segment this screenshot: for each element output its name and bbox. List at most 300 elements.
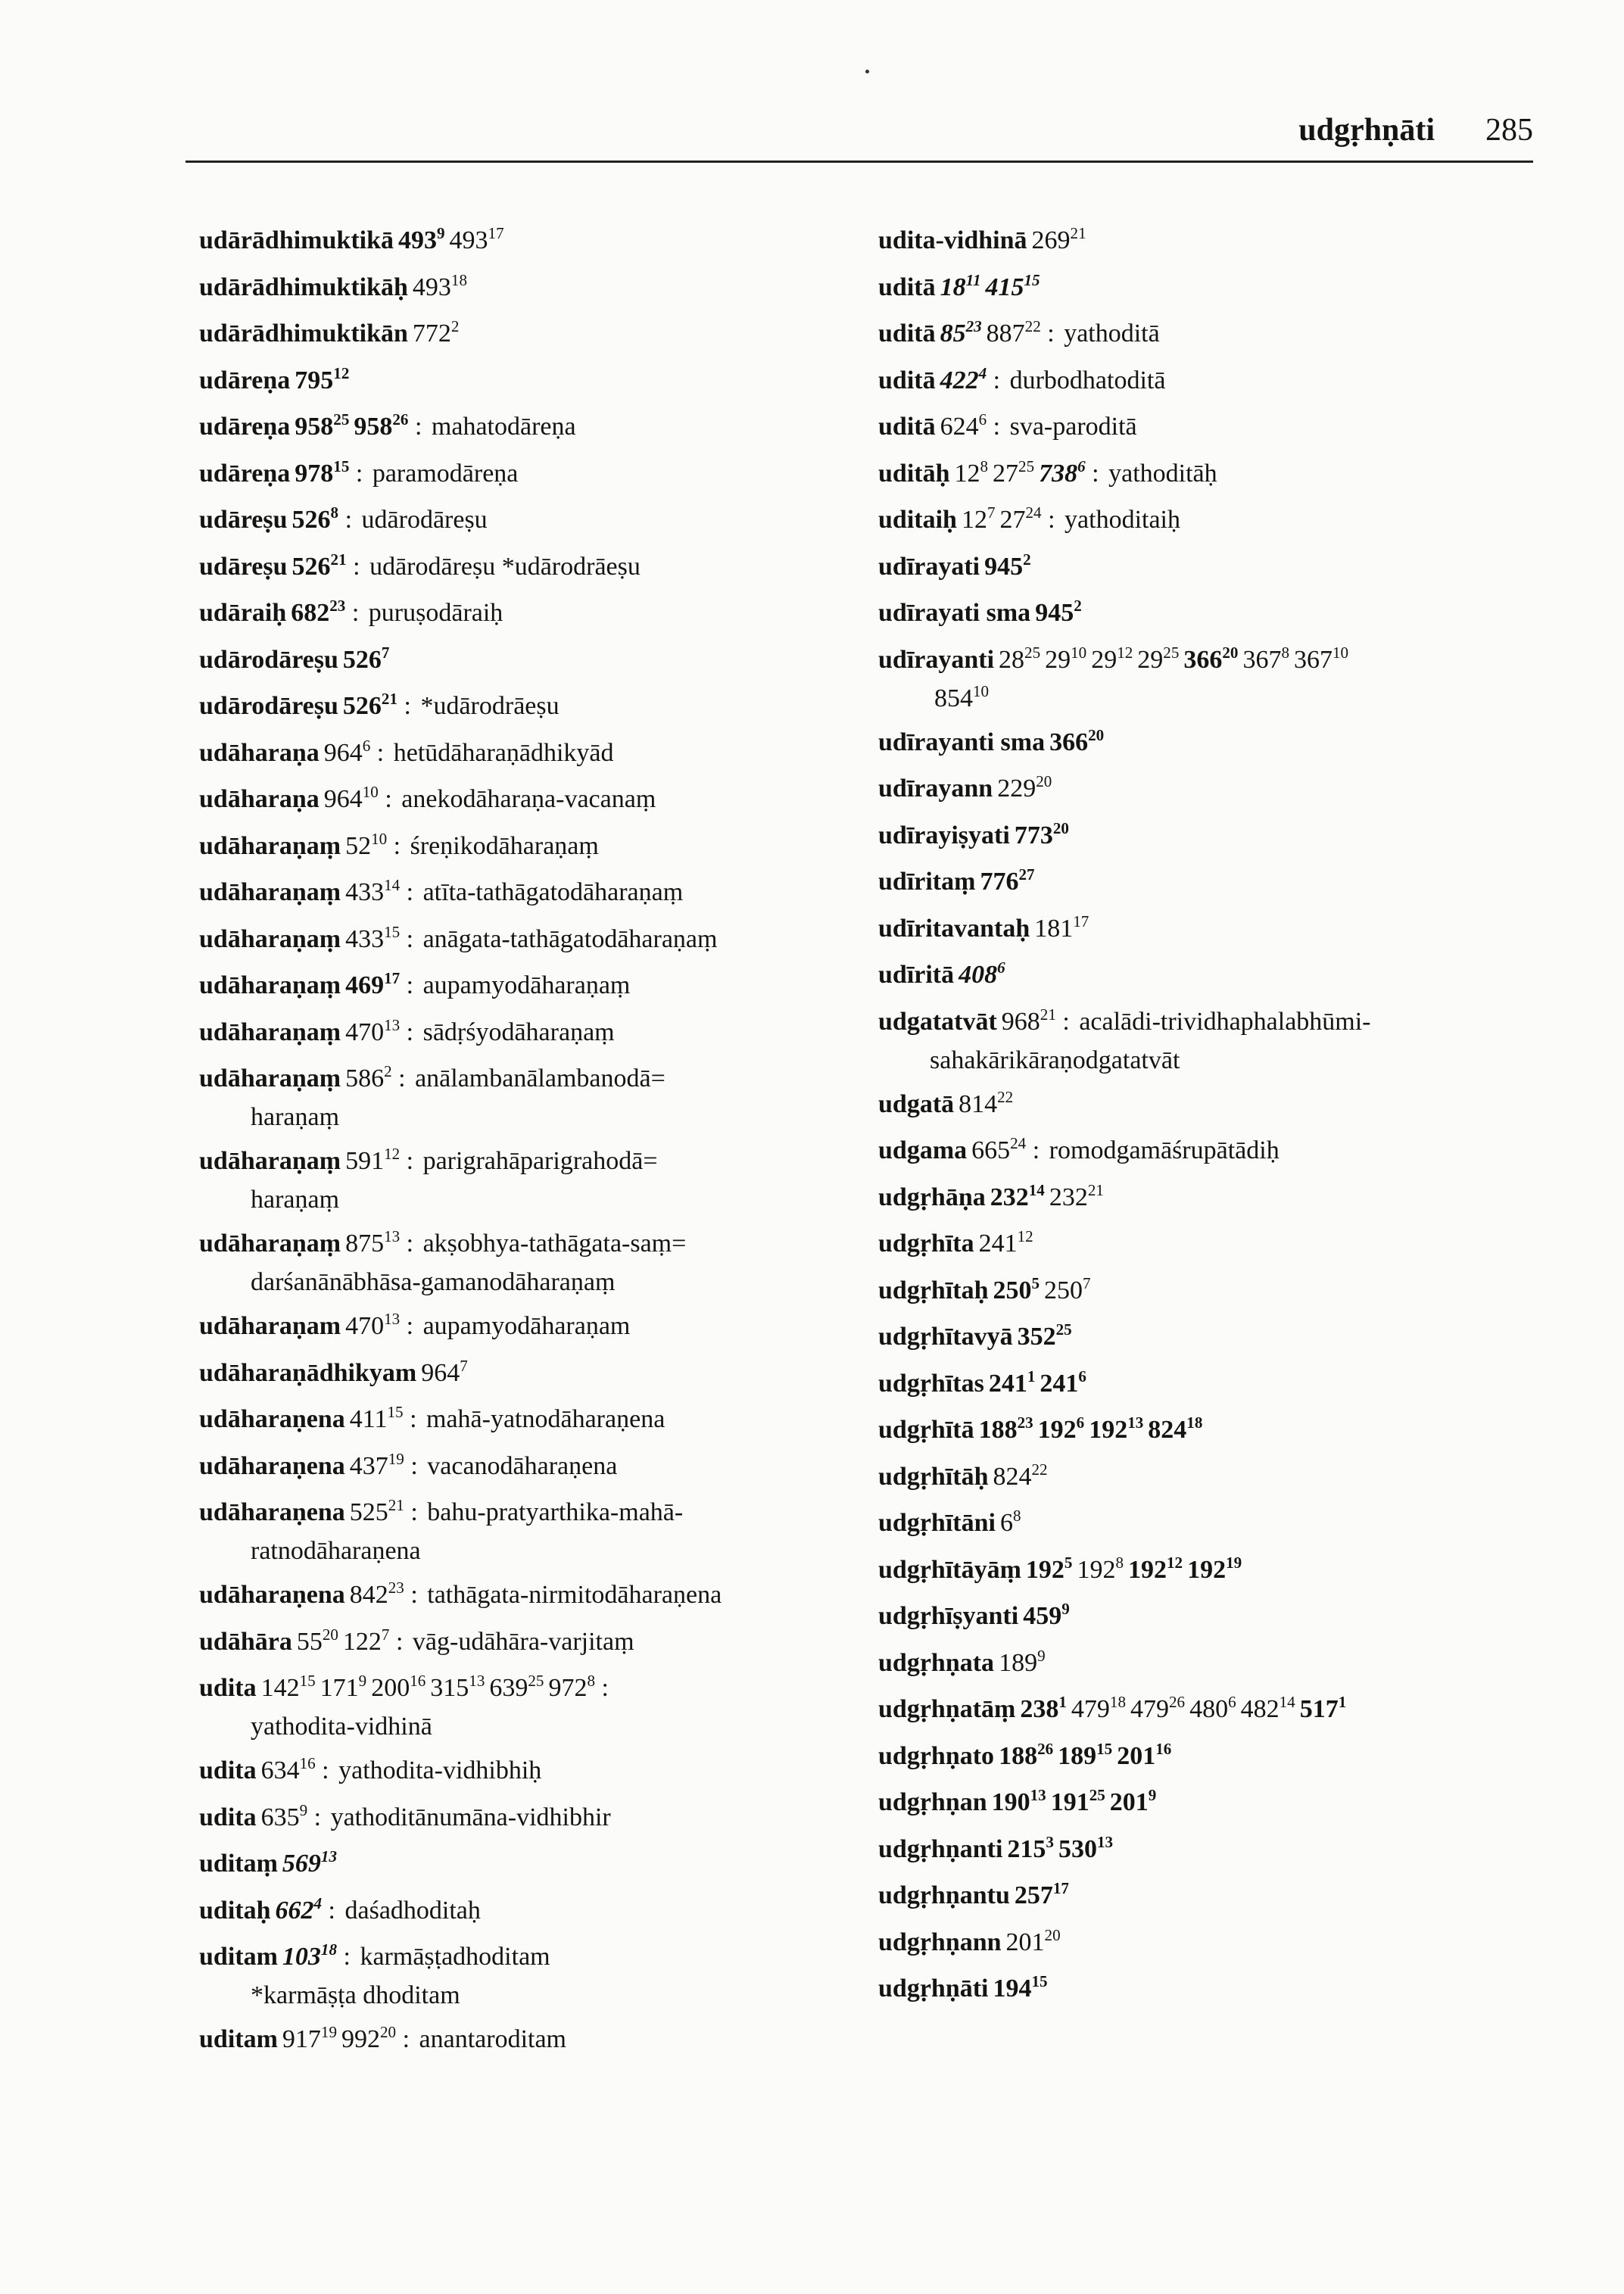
headword: udgṛhṇanti [878, 1834, 1003, 1863]
line-number-ref: 10 [1332, 643, 1349, 662]
page-reference [1040, 1367, 1086, 1398]
line-number-ref: 18 [320, 1940, 337, 1959]
line-number-ref: 20 [1044, 1925, 1061, 1944]
line-number-ref: 13 [384, 1309, 401, 1328]
entry-continuation [199, 1976, 850, 2015]
line-number-ref: 13 [384, 1015, 401, 1034]
gloss-text: vacanodāharaṇena [427, 1451, 618, 1480]
line-number-ref: 19 [388, 1449, 404, 1468]
page-reference [412, 316, 460, 348]
line-number-ref: 12 [1117, 643, 1133, 662]
page-reference [980, 865, 1035, 896]
line-number-ref: 21 [1087, 1180, 1104, 1199]
entry-line [199, 641, 850, 679]
headword: udīrayann [878, 775, 993, 803]
entry-line [878, 221, 1560, 260]
page-reference [1034, 912, 1089, 943]
headword: udgatā [878, 1089, 955, 1118]
entry-line: uditam $103^{18}$ : karmāṣṭadhoditam [199, 1940, 550, 1971]
index-entry [878, 1364, 1560, 1403]
page-reference [349, 1449, 404, 1480]
line-number-ref: 1 [1027, 1367, 1036, 1385]
entry-continuation [199, 1180, 850, 1219]
page-reference [1240, 1692, 1295, 1723]
gloss-text: anantaroditam [419, 2025, 567, 2053]
entry-line [878, 723, 1560, 762]
entry-line: udāharaṇaṃ $433^{15}$ : anāgata-tathāgatodāharaṇaṃ [199, 922, 718, 953]
page-reference [1293, 643, 1349, 674]
gloss-text: śreṇikodāharaṇaṃ [410, 831, 599, 860]
headword: udāharaṇam [199, 1312, 341, 1340]
line-number-ref: 12 [1167, 1553, 1183, 1572]
headword: udgṛhītāni [878, 1509, 996, 1537]
page-reference [971, 1133, 1027, 1164]
index-entry [878, 1783, 1560, 1822]
gloss-continuation: sahakārikāraṇodgatatvāt [930, 1046, 1180, 1074]
entry-line [199, 268, 850, 307]
page-reference [1130, 1692, 1186, 1723]
page-number-ref: 634 [260, 1756, 300, 1784]
entry-line: udāreṣu $526^{21}$ : udārodāreṣu *udārodrāeṣu [199, 550, 641, 581]
index-entry [199, 1493, 850, 1570]
page-number-ref: 188 [999, 1741, 1038, 1770]
headword: udāharaṇaṃ [199, 1230, 341, 1258]
line-number-ref: 9 [1037, 1646, 1046, 1665]
gloss-text: sva-paroditā [1009, 413, 1137, 441]
page-number-ref: 422 [940, 366, 979, 394]
line-number-ref: 6 [362, 736, 371, 755]
line-number-ref: 12 [384, 1144, 401, 1163]
index-entry [878, 1457, 1560, 1496]
page-reference [1058, 1832, 1114, 1863]
line-number-ref: 25 [1163, 643, 1180, 662]
entry-line: udāreṇa $958^{25}$ $958^{26}$ : mahatodāreṇa [199, 410, 576, 441]
line-number-ref: 25 [1055, 1320, 1072, 1339]
line-number-ref: 20 [1222, 643, 1239, 662]
entry-line: uditā $85^{23}$ $887^{22}$ : yathoditā [878, 316, 1160, 348]
headword: udāharaṇaṃ [199, 924, 341, 953]
page-reference [291, 596, 346, 627]
page-reference [1128, 1553, 1183, 1584]
page-number-ref: 415 [985, 273, 1024, 301]
headword: udīrayiṣyati [878, 821, 1010, 849]
page-reference [323, 782, 379, 813]
entry-line [878, 1178, 1560, 1217]
line-number-ref: 20 [1052, 818, 1069, 837]
page-number-ref: 662 [275, 1896, 314, 1925]
page-reference [940, 316, 982, 348]
page-number-ref: 18 [940, 273, 966, 301]
index-entry [199, 641, 850, 679]
page-reference [345, 1309, 401, 1340]
page-number-ref: 639 [489, 1674, 528, 1702]
line-number-ref: 14 [1028, 1180, 1045, 1199]
headword: udāharaṇa [199, 738, 320, 767]
page-reference [548, 1671, 595, 1702]
headword: udārādhimuktikā [199, 226, 394, 254]
page-reference [1117, 1739, 1172, 1770]
page-number-ref: 958 [354, 413, 393, 441]
entry-line [878, 1364, 1560, 1403]
headword: udgatatvāt [878, 1007, 997, 1036]
headword: udārodāreṣu [199, 645, 338, 674]
page-number-ref: 241 [988, 1369, 1027, 1398]
entry-line: udgama $665^{24}$ : romodgamāśrupātādiḥ [878, 1133, 1280, 1164]
index-entry [878, 454, 1560, 493]
line-number-ref: 6 [1078, 1367, 1086, 1385]
page-number-ref: 257 [1014, 1881, 1053, 1909]
line-number-ref: 13 [384, 1226, 401, 1245]
line-number-ref: 6 [1077, 457, 1086, 475]
index-entry [878, 407, 1560, 446]
page-number-ref: 188 [978, 1416, 1018, 1444]
page-reference [1037, 1413, 1085, 1444]
index-entry [199, 1142, 850, 1219]
line-number-ref: 22 [1024, 316, 1041, 335]
line-number-ref: 6 [997, 958, 1005, 977]
index-entry [878, 1271, 1560, 1310]
entry-line: uditā $624^6$ : sva-paroditā [878, 410, 1137, 441]
index-entry [878, 1317, 1560, 1356]
page-number-ref: 526 [342, 645, 382, 674]
index-entry [199, 314, 850, 353]
page-number-ref: 12 [954, 459, 980, 488]
page-number-ref: 85 [940, 319, 966, 348]
entry-line: udāraiḥ $682^{23}$ : puruṣodāraiḥ [199, 596, 503, 627]
headword: udārādhimuktikān [199, 319, 408, 348]
index-entry [878, 314, 1560, 353]
index-entry [199, 1059, 850, 1136]
line-number-ref: 13 [1030, 1785, 1046, 1804]
index-entry [878, 500, 1560, 539]
gloss-text: sādṛśyodāharaṇaṃ [422, 1018, 615, 1046]
page-number-ref: 352 [1017, 1323, 1056, 1351]
line-number-ref: 26 [1037, 1739, 1054, 1758]
index-entry [878, 1002, 1560, 1080]
gloss-text: acalādi-trividhaphalabhūmi- [1079, 1007, 1371, 1036]
page-reference [345, 875, 401, 906]
page-reference [978, 1226, 1033, 1258]
headword: udgṛhṇatāṃ [878, 1695, 1016, 1723]
index-entry [878, 862, 1560, 901]
line-number-ref: 14 [1279, 1692, 1295, 1711]
page-reference [990, 1180, 1045, 1211]
gloss-text: anekodāharaṇa-vacanaṃ [401, 785, 656, 813]
entry-line [199, 221, 850, 260]
page-reference [1058, 1739, 1113, 1770]
index-entry [199, 1400, 850, 1438]
page-number-ref: 229 [997, 775, 1036, 803]
index-entry [878, 723, 1560, 762]
entry-line [878, 1410, 1560, 1449]
line-number-ref: 1 [1058, 1692, 1067, 1711]
entry-line [878, 909, 1560, 948]
index-entry [878, 1690, 1560, 1728]
page-reference [341, 2022, 397, 2053]
index-entry [199, 1891, 850, 1930]
page-reference [282, 1940, 337, 1971]
index-entry [199, 407, 850, 446]
headword: uditā [878, 413, 936, 441]
headword: udgṛhṇata [878, 1648, 995, 1677]
gloss-continuation: haraṇaṃ [251, 1103, 340, 1131]
page-number-ref: 189 [1058, 1741, 1097, 1770]
headword: uditaḥ [199, 1896, 271, 1925]
page-reference [993, 1971, 1048, 2003]
headword: udita-vidhinā [878, 226, 1027, 254]
page-number-ref: 55 [296, 1627, 323, 1656]
page-number-ref: 795 [295, 366, 334, 394]
index-entry [199, 500, 850, 539]
page-number-ref: 366 [1183, 645, 1223, 674]
line-number-ref: 20 [380, 2022, 397, 2041]
page-reference [1007, 1832, 1054, 1863]
page-reference [934, 681, 990, 712]
page-reference [1242, 643, 1289, 674]
entry-line: udāreṇa $978^{15}$ : paramodāreṇa [199, 457, 519, 488]
headword: udīritavantaḥ [878, 914, 1030, 943]
page-reference [999, 1506, 1021, 1537]
page-reference [295, 457, 350, 488]
page-reference [1183, 643, 1239, 674]
headword: udgṛhītā [878, 1416, 974, 1444]
line-number-ref: 13 [1096, 1832, 1114, 1851]
entry-line: uditam $917^{19}$ $992^{20}$ : anantaroditam [199, 2022, 567, 2053]
index-entry [878, 1830, 1560, 1869]
gloss-text: paramodāreṇa [372, 459, 519, 488]
index-entry [199, 1013, 850, 1052]
gloss-text: anāgata-tathāgatodāharaṇaṃ [422, 924, 718, 953]
page-reference [260, 1800, 308, 1831]
page-reference [421, 1356, 468, 1387]
line-number-ref: 17 [488, 223, 504, 242]
page-reference [1014, 818, 1069, 849]
index-entry [878, 909, 1560, 948]
page-reference [398, 223, 445, 254]
headword: udgṛhāṇa [878, 1183, 986, 1211]
page-number-ref: 192 [1025, 1555, 1064, 1584]
page-reference [345, 1015, 401, 1046]
headword: udāharaṇaṃ [199, 1064, 341, 1092]
page-number-ref: 968 [1001, 1007, 1040, 1036]
page-number-ref: 192 [1128, 1555, 1167, 1584]
index-entry [878, 1644, 1560, 1682]
line-number-ref: 4 [313, 1893, 323, 1912]
page-reference [489, 1671, 544, 1702]
page-reference [1005, 1925, 1061, 1956]
index-entry [199, 547, 850, 586]
gloss-text: aupamyodāharaṇaṃ [422, 971, 631, 999]
line-number-ref: 9 [1148, 1785, 1157, 1804]
line-number-ref: 13 [320, 1847, 337, 1865]
page-reference [940, 410, 987, 441]
page-number-ref: 437 [349, 1451, 388, 1480]
page-number-ref: 526 [291, 506, 331, 534]
page-reference [349, 1402, 404, 1433]
line-number-ref: 23 [329, 596, 346, 615]
gloss-text: udārodāreṣu *udārodrāeṣu [369, 552, 641, 581]
line-number-ref: 15 [1096, 1739, 1113, 1758]
index-entry [878, 816, 1560, 855]
index-entry [878, 1923, 1560, 1962]
page-number-ref: 201 [1005, 1928, 1045, 1956]
page-number-ref: 945 [984, 552, 1024, 581]
page-number-ref: 192 [1089, 1416, 1128, 1444]
index-entry [878, 268, 1560, 307]
entry-line [878, 1783, 1560, 1822]
index-entry [199, 920, 850, 958]
headword: udāharaṇaṃ [199, 831, 341, 860]
line-number-ref: 10 [973, 681, 990, 700]
headword: udgama [878, 1136, 968, 1164]
headword: udāharaṇena [199, 1405, 345, 1433]
page-number-ref: 192 [1187, 1555, 1227, 1584]
line-number-ref: 10 [362, 782, 379, 801]
page-reference [959, 958, 1005, 989]
page-reference [986, 316, 1041, 348]
headword: udāharaṇaṃ [199, 878, 341, 906]
index-entry [199, 1937, 850, 2015]
line-number-ref: 20 [1088, 725, 1105, 744]
page-number-ref: 470 [345, 1018, 385, 1046]
gloss-text: yathoditāḥ [1108, 459, 1217, 488]
entry-line: udāharaṇena $842^{23}$ : tathāgata-nirmitodāharaṇena [199, 1578, 722, 1609]
headword: udgṛhṇann [878, 1928, 1002, 1956]
page-reference [1109, 1785, 1157, 1816]
gloss-text: vāg-udāhāra-varjitaṃ [412, 1627, 634, 1656]
gloss-text: puruṣodāraiḥ [368, 599, 503, 627]
line-number-ref: 8 [587, 1671, 595, 1690]
index-entry [199, 734, 850, 772]
page-reference [354, 410, 409, 441]
index-entry [199, 2020, 850, 2059]
line-number-ref: 21 [1040, 1005, 1056, 1024]
index-entry [199, 594, 850, 632]
index-entry [878, 1504, 1560, 1542]
line-number-ref: 14 [384, 875, 401, 894]
line-number-ref: 26 [1169, 1692, 1186, 1711]
entry-line: udāharaṇaṃ $52^{10}$ : śreṇikodāharaṇaṃ [199, 829, 599, 860]
line-number-ref: 19 [1226, 1553, 1242, 1572]
line-number-ref: 8 [980, 457, 989, 475]
page-reference [342, 689, 397, 720]
line-number-ref: 5 [1031, 1273, 1040, 1292]
page-reference [1025, 1553, 1073, 1584]
entry-line: uditaḥ $662^4$ : daśadhoditaḥ [199, 1893, 481, 1925]
headword: udgṛhītas [878, 1369, 984, 1398]
index-entry [199, 827, 850, 865]
entry-line: uditāḥ $12^8$ $27^{25}$ $738^6$ : yathoditāḥ [878, 457, 1217, 488]
page-number-ref: 194 [993, 1975, 1032, 2003]
index-entry [878, 641, 1560, 718]
entry-line: udāharaṇaṃ $875^{13}$ : akṣobhya-tathāgata-saṃ= [199, 1226, 687, 1258]
headword: udāreṣu [199, 506, 288, 534]
index-column-left [199, 221, 850, 2067]
page-number: 285 [1485, 113, 1533, 148]
headword: udgṛhīṣyanti [878, 1602, 1019, 1630]
gloss-text: atīta-tathāgatodāharaṇaṃ [422, 878, 684, 906]
page-reference [449, 223, 504, 254]
headword: udita [199, 1756, 257, 1784]
line-number-ref: 24 [1025, 503, 1042, 522]
line-number-ref: 9 [437, 223, 445, 242]
entry-continuation [199, 1532, 850, 1570]
index-entry [878, 1969, 1560, 2008]
page-number-ref: 493 [412, 273, 451, 301]
gloss-text: udārodāreṣu [361, 506, 488, 534]
headword: uditā [878, 366, 936, 394]
line-number-ref: 23 [1017, 1413, 1033, 1432]
page-reference [997, 771, 1052, 803]
line-number-ref: 12 [333, 363, 350, 382]
page-reference [1187, 1553, 1242, 1584]
index-entry [199, 1669, 850, 1746]
line-number-ref: 24 [1010, 1133, 1027, 1152]
page-reference [282, 2022, 337, 2053]
entry-line [878, 769, 1560, 808]
page-number-ref: 232 [1049, 1183, 1088, 1211]
index-entry [199, 361, 850, 400]
gloss-text: mahā-yatnodāharaṇena [426, 1405, 665, 1433]
line-number-ref: 18 [450, 270, 467, 289]
page-reference [1044, 1273, 1091, 1304]
headword: udgṛhṇantu [878, 1881, 1010, 1909]
page-number-ref: 189 [999, 1648, 1038, 1677]
index-entry [878, 1131, 1560, 1170]
page-number-ref: 27 [993, 459, 1019, 488]
line-number-ref: 1 [1338, 1692, 1347, 1711]
page-number-ref: 200 [371, 1674, 410, 1702]
line-number-ref: 6 [978, 410, 987, 429]
page-number-ref: 52 [345, 831, 372, 860]
entry-line [878, 1644, 1560, 1682]
page-reference [291, 503, 339, 534]
index-entry [878, 1876, 1560, 1915]
page-number-ref: 192 [1037, 1416, 1077, 1444]
entry-line [878, 594, 1560, 632]
headword: udgṛhīta [878, 1230, 974, 1258]
page-number-ref: 408 [959, 961, 998, 989]
entry-line: udāharaṇa $964^6$ : hetūdāharaṇādhikyād [199, 736, 614, 767]
entry-line [878, 1737, 1560, 1775]
index-entry [878, 594, 1560, 632]
page-reference [940, 363, 987, 394]
entry-line: udāharaṇaṃ $470^{13}$ : sādṛśyodāharaṇaṃ [199, 1015, 615, 1046]
entry-line: udāharaṇena $437^{19}$ : vacanodāharaṇena [199, 1449, 618, 1480]
line-number-ref: 6 [1228, 1692, 1236, 1711]
line-number-ref: 10 [371, 829, 388, 848]
page-number-ref: 526 [342, 692, 382, 720]
page-number-ref: 958 [295, 413, 334, 441]
page-number-ref: 569 [282, 1850, 321, 1878]
headword: udgṛhṇato [878, 1741, 995, 1770]
line-number-ref: 2 [1074, 596, 1082, 615]
headword: udāharaṇādhikyam [199, 1358, 417, 1387]
page-reference [1039, 457, 1086, 488]
index-entry [878, 1085, 1560, 1124]
page-reference [1137, 643, 1180, 674]
index-entry [199, 873, 850, 912]
gloss-text: akṣobhya-tathāgata-saṃ= [422, 1230, 687, 1258]
page-reference [371, 1671, 426, 1702]
page-number-ref: 469 [345, 971, 385, 999]
index-column-right [878, 221, 1560, 2016]
page-number-ref: 964 [323, 785, 363, 813]
page-reference [291, 550, 347, 581]
page-number-ref: 122 [342, 1627, 382, 1656]
entry-line: udāharaṇena $411^{15}$ : mahā-yatnodāharaṇena [199, 1402, 665, 1433]
index-entry [199, 268, 850, 307]
